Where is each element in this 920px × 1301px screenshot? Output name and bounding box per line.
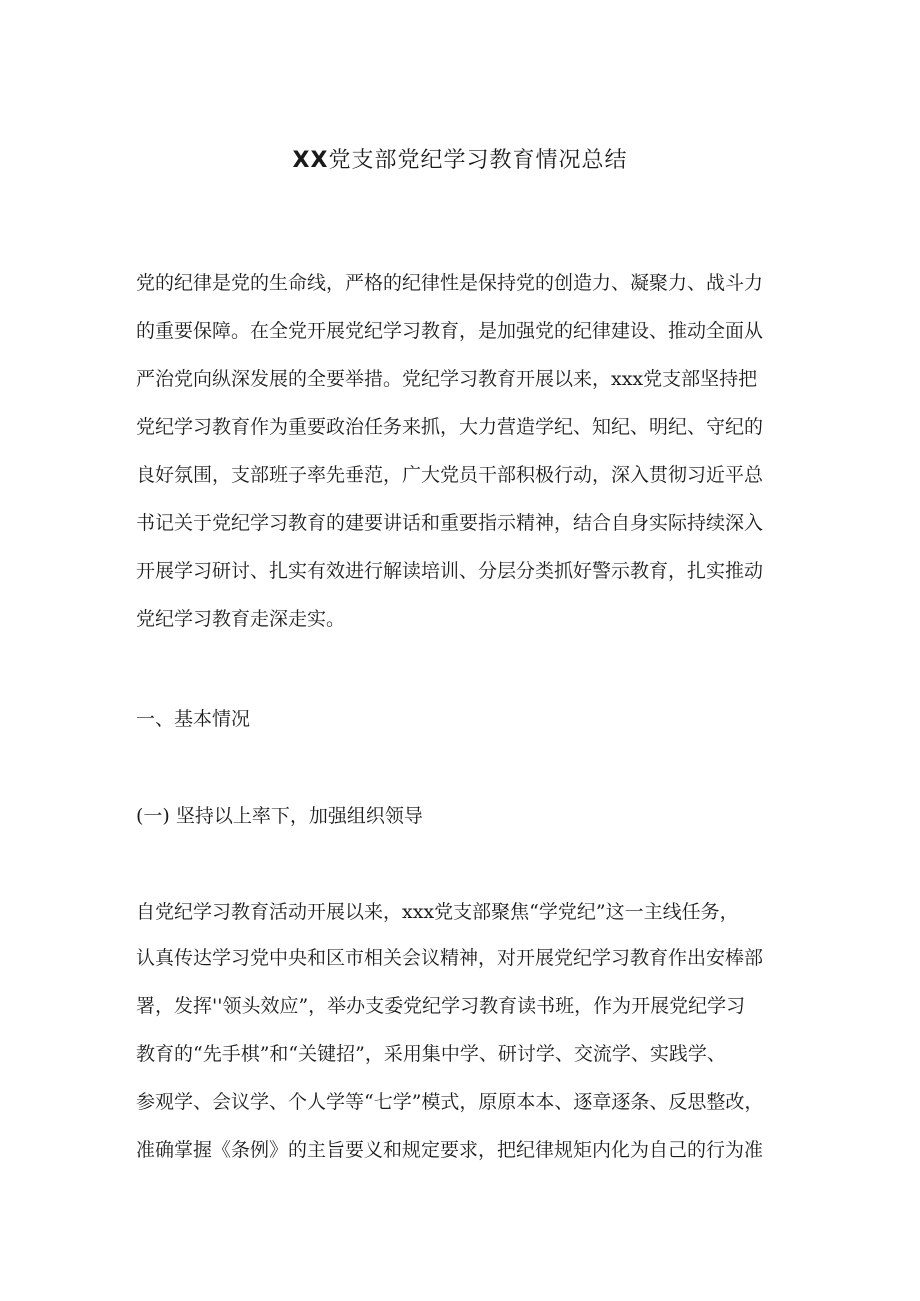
section-heading: 一、基本情况 bbox=[136, 708, 251, 730]
intro-line: 严治党向纵深发展的全要举措。党纪学习教育开展以来，xxx党支部坚持把 bbox=[136, 368, 758, 390]
intro-line: 党纪学习教育走深走实。 bbox=[136, 608, 346, 630]
body-line: 署，发挥''领头效应”，举办支委党纪学习教育读书班，作为开展党纪学习 bbox=[136, 995, 746, 1017]
subsection-heading: (一) 坚持以上率下，加强组织领导 bbox=[136, 805, 423, 827]
body-line: 参观学、会议学、个人学等“七学”模式，原原本本、逐章逐条、反思整改， bbox=[136, 1091, 764, 1113]
body-line: 认真传达学习党中央和区市相关会议精神，对开展党纪学习教育作出安棒部 bbox=[136, 947, 764, 969]
body-line: 教育的“先手棋”和“关键招”，采用集中学、研讨学、交流学、实践学、 bbox=[136, 1043, 726, 1065]
body-line: 自党纪学习教育活动开展以来，xxx党支部聚焦“学党纪”这一主线任务， bbox=[136, 901, 739, 923]
intro-line: 党纪学习教育作为重要政治任务来抓，大力营造学纪、知纪、明纪、守纪的 bbox=[136, 416, 764, 438]
intro-line: 开展学习研讨、扎实有效进行解读培训、分层分类抓好警示教育，扎实推动 bbox=[136, 560, 764, 582]
document-title bbox=[0, 143, 920, 174]
document-title-prefix: XX bbox=[292, 148, 329, 173]
body-line: 准确掌握《条例》的主旨要义和规定要求，把纪律规矩内化为自己的行为准 bbox=[136, 1139, 764, 1161]
intro-line: 党的纪律是党的生命线，严格的纪律性是保持党的创造力、凝聚力、战斗力 bbox=[136, 272, 764, 294]
intro-line: 的重要保障。在全党开展党纪学习教育，是加强党的纪律建设、推动全面从 bbox=[136, 320, 764, 342]
document-title-text: 党支部党纪学习教育情况总结 bbox=[328, 148, 628, 173]
intro-line: 书记关于党纪学习教育的建要讲话和重要指示精神，结合自身实际持续深入 bbox=[136, 512, 764, 534]
intro-line: 良好氛围，支部班子率先垂范，广大党员干部积极行动，深入贯彻习近平总 bbox=[136, 464, 764, 486]
